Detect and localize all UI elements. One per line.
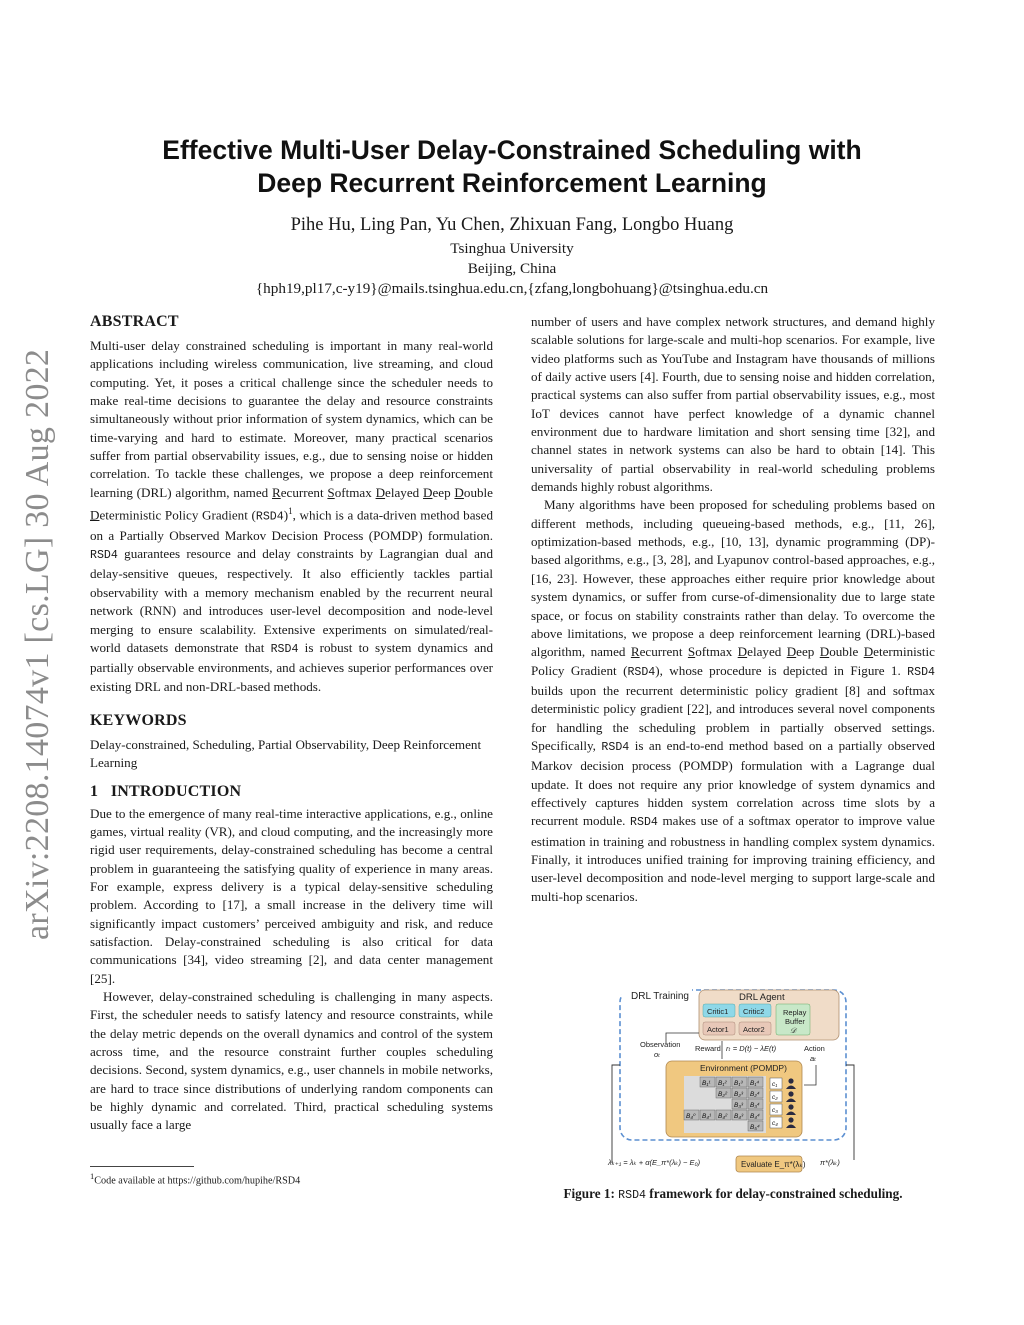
- user-icon: [788, 1091, 793, 1096]
- observation-symbol: oₜ: [654, 1050, 661, 1059]
- queue-cell-label: B₃⁴: [750, 1102, 760, 1109]
- channel-label: c₁: [772, 1081, 778, 1088]
- author-emails: {hph19,pl17,c-y19}@mails.tsinghua.edu.cn,{zfang,longbohuang}@tsinghua.edu.cn: [255, 280, 769, 297]
- queue-cell-label: B₄⁴: [750, 1113, 760, 1120]
- queue-cell-label: B₂²: [718, 1091, 727, 1098]
- title-line-1: Effective Multi-User Delay-Constrained Scheduling with: [162, 135, 862, 165]
- user-icon: [788, 1104, 793, 1109]
- queue-cell-label: B₄¹: [702, 1113, 712, 1120]
- right-paragraph-1: number of users and have complex network structures, and demand highly scalable solutions for large-scale and multi-hop scenarios. For example, live video platforms such as YouTube and Instagram have thousands of millions of daily active users [4]. Fourth, due to sensing noise and hidden correlation, practical systems can also suffer from partial observability issues, e.g., most IoT devices cannot have perfect knowledge of a dynamic channel environment due to hardware limitation and short sensing time [32], and channel states in network systems can also be hard to obtain [14]. This universality of partial observability in real-world scheduling problems demands highly robust algorithms.: [531, 314, 935, 495]
- introduction-heading: 1 INTRODUCTION: [90, 782, 242, 800]
- left-column: [90, 311, 493, 1135]
- queue-cell-label: B₁³: [734, 1080, 743, 1087]
- channel-label: c₂: [772, 1094, 778, 1101]
- action-arrow: [804, 1065, 816, 1085]
- policy-label: π*(λₖ): [820, 1158, 840, 1167]
- footnote-rule: [90, 1166, 194, 1167]
- location: Beijing, China: [467, 260, 557, 277]
- queue-cell-label: B₂⁴: [750, 1091, 760, 1098]
- buffer-label: Buffer: [785, 1017, 805, 1026]
- right-paragraph-2: Many algorithms have been proposed for scheduling problems based on different methods, including queueing-based methods, e.g., [11, 26], optimization-based methods, e.g., [10, 13], dynamic programming (DP)-based algorithms, e.g., [3, 28], and Lyapunov control-based approaches, e.g., [16, 23]. However, these approaches either require prior knowledge about system dynamics, or suffer from curse-of-dimensionality due to large state space, or focus on stability constraints rather than delay. To overcome the above limitations, we propose a deep reinforcement learning (DRL)-based algorithm, named Recurrent Softmax Delayed Deep Double Deterministic Policy Gradient (RSD4), whose procedure is depicted in Figure 1. RSD4 builds upon the recurrent deterministic policy gradient [8] and softmax deterministic policy gradient [22], and introduces several novel components for handling the scheduling problem in partially observed settings. Specifically, RSD4 is an end-to-end method based on a partially observed Markov decision process (POMDP) formulation with a Lagrange dual update. It does not require any prior knowledge of system dynamics and effectively captures hidden system correlation across time slots by a recurrent module. RSD4 makes use of a softmax operator to improve value estimation in training and robustness in handling complex system dynamics. Finally, it introduces unified training for improving training efficiency, and user-level decomposition and node-level merging to support large-scale and multi-hop scenarios.: [531, 497, 935, 904]
- queue-cell-label: B₄²: [718, 1113, 728, 1120]
- authors: Pihe Hu, Ling Pan, Yu Chen, Zhixuan Fang, Longbo Huang: [290, 215, 734, 235]
- intro-paragraph-2: However, delay-constrained scheduling is challenging in many aspects. First, the scheduler needs to satisfy latency and resource constraints, while the delay metric depends on the overall dynamics and control of the system across time, and the resource constraint further couples scheduling decisions. Second, system dynamics, e.g., user channels in mobile networks, are hard to trace since distributions of underlying random components can be highly dynamic and correlated. Third, practical scheduling systems usually face a large: [90, 989, 493, 1133]
- critic1-label: Critic1: [707, 1007, 729, 1016]
- buffer-symbol: 𝒟: [790, 1026, 796, 1035]
- evaluate-label: Evaluate E_π*(λₖ): [741, 1160, 806, 1169]
- rsd4-framework-figure: [604, 985, 864, 1175]
- figure-caption: Figure 1: RSD4 framework for delay-constrained scheduling.: [563, 1186, 903, 1202]
- right-loop-arrow: [846, 1065, 854, 1160]
- footnote: $^1$Code available at https://github.com/hupihe/RSD4: [90, 1171, 301, 1187]
- user-icon: [788, 1078, 793, 1083]
- abstract-heading: ABSTRACT: [90, 313, 179, 330]
- channel-label: c₃: [772, 1107, 778, 1114]
- lambda-update-equation: λₖ₊₁ = λₖ + α(E_π*(λₖ) − E₀): [608, 1158, 701, 1167]
- queue-cell-label: B₄⁰: [686, 1113, 696, 1120]
- queue-cell-label: B₁⁴: [750, 1080, 760, 1087]
- actor1-label: Actor1: [707, 1025, 729, 1034]
- reward-label: Reward: [695, 1044, 721, 1053]
- queue-cell-label: B₁¹: [702, 1080, 711, 1087]
- replay-label: Replay: [783, 1008, 807, 1017]
- queue-cell-label: B₄³: [734, 1113, 744, 1120]
- reward-equation: rₜ = D(t) − λE(t): [726, 1044, 777, 1053]
- title-line-2: Deep Recurrent Reinforcement Learning: [257, 168, 767, 198]
- queue-cell-label: B₃³: [734, 1102, 744, 1109]
- arxiv-identifier: arXiv:2208.14074v1 [cs.LG] 30 Aug 2022: [19, 348, 56, 940]
- drl-agent-label: DRL Agent: [739, 992, 785, 1003]
- affiliation: Tsinghua University: [450, 240, 574, 257]
- keywords-heading: KEYWORDS: [90, 711, 187, 729]
- queue-cell-label: B₂³: [734, 1091, 743, 1098]
- right-column: [531, 313, 935, 906]
- left-loop-arrow: [612, 1065, 620, 1163]
- drl-training-label: DRL Training: [631, 991, 689, 1002]
- actor2-label: Actor2: [743, 1025, 765, 1034]
- critic2-label: Critic2: [743, 1007, 765, 1016]
- user-icon: [788, 1117, 793, 1122]
- intro-paragraph-1: Due to the emergence of many real-time interactive applications, e.g., online games, virtual reality (VR), and cloud computing, and the increasingly more rigid user requirements, delay-constrained scheduling has become a central problem in guaranteeing the satisfying quality of experience in many areas. For example, express delivery is a typical delay-sensitive scheduling problem. According to [17], a small increase in the delivery time will significantly impact customers’ perceived ambiguity and risk, and reduce satisfaction. Delay-constrained scheduling is also critical for data communications [34], video streaming [2], and data center management [25].: [90, 805, 493, 986]
- abstract-text: Multi-user delay constrained scheduling is important in many real-world applications including wireless communication, live streaming, and cloud computing. Yet, it poses a critical challenge since the scheduler needs to make real-time decisions to guarantee the delay and resource constraints simultaneously without prior information of system dynamics, which can be time-varying and hard to estimate. Moreover, many practical scenarios suffer from partial observability issues, e.g., due to sensing noise or hidden correlation. To tackle these challenges, we propose a deep reinforcement learning (DRL) algorithm, named Recurrent Softmax Delayed Deep Double Deterministic Policy Gradient $(RSD4)^1$, which is a data-driven method based on a Partially Observed Markov Decision Process (POMDP) formulation. RSD4 guarantees resource and delay constraints by Lagrangian dual and delay-sensitive queues, respectively. It also efficiently tackles partial observability with a memory mechanism enabled by the recurrent neural network (RNN) and introduces user-level decomposition and node-level merging to ensure scalability. Extensive experiments on simulated/real-world datasets demonstrate that RSD4 is robust to system dynamics and partially observable environments, and achieves superior performances over existing DRL and non-DRL-based methods.: [90, 338, 493, 694]
- observation-label: Observation: [640, 1040, 681, 1049]
- paper-title: [100, 134, 924, 200]
- action-label: Action: [804, 1044, 825, 1053]
- action-symbol: aₜ: [810, 1054, 817, 1063]
- environment-label: Environment (POMDP): [700, 1063, 787, 1073]
- queue-cell-label: B₁²: [718, 1080, 727, 1087]
- channel-label: c₄: [772, 1120, 778, 1127]
- queue-cell-label: B₅⁴: [750, 1124, 760, 1131]
- keywords-text: Delay-constrained, Scheduling, Partial Observability, Deep Reinforcement Learning: [90, 736, 482, 771]
